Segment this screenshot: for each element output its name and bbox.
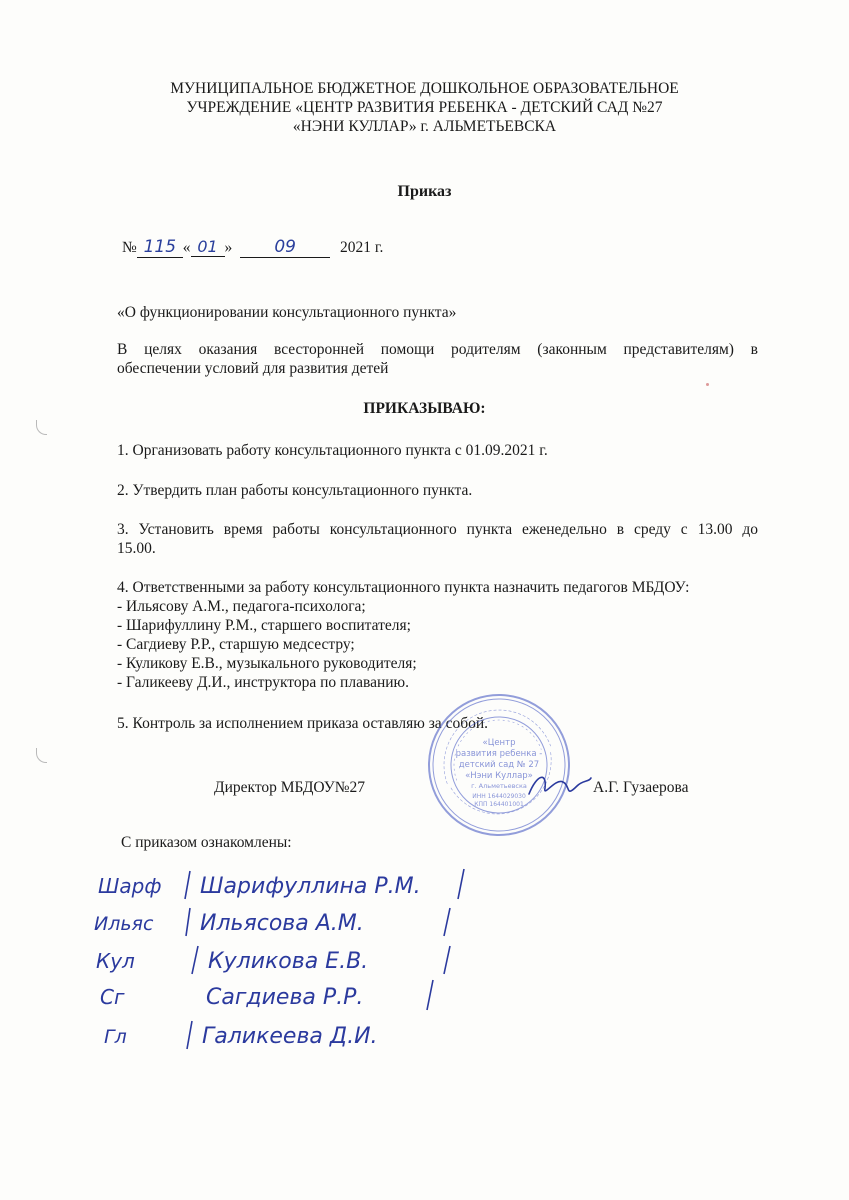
preamble-line-1: В целях оказания всесторонней помощи родителям (законным представителям) в	[117, 341, 758, 358]
binder-mark	[36, 420, 47, 435]
order-month: 09	[240, 238, 330, 258]
official-stamp	[424, 690, 574, 840]
stamp-center-line-4: «Нэни Куллар»	[465, 771, 533, 781]
item-2: 2. Утвердить план работы консультационного пункта.	[117, 482, 473, 499]
signature-fullname: Ильясова А.М.	[200, 911, 364, 936]
day-quote-open: «	[182, 239, 191, 256]
org-name-line-3: «НЭНИ КУЛЛАР» г. АЛЬМЕТЬЕВСКА	[292, 118, 557, 135]
acquainted-label: С приказом ознакомлены:	[121, 834, 292, 851]
signature-initials: Сг	[100, 985, 125, 1009]
signature-row	[88, 865, 488, 905]
signature-fullname: Сагдиева Р.Р.	[206, 985, 364, 1010]
order-keyword: ПРИКАЗЫВАЮ:	[363, 400, 486, 417]
preamble-line-2: обеспечении условий для развития детей	[117, 360, 389, 377]
stamp-center-line-1: «Центр	[482, 738, 516, 748]
stamp-center-line-2: развития ребенка -	[455, 749, 543, 759]
signature-row	[88, 978, 488, 1018]
signature-row	[88, 940, 488, 980]
signature-row	[88, 902, 488, 942]
org-name-line-2: УЧРЕЖДЕНИЕ «ЦЕНТР РАЗВИТИЯ РЕБЕНКА - ДЕТСКИЙ САД №27	[186, 99, 663, 116]
signature-initials: Кул	[96, 949, 135, 973]
signature-fullname: Галикеева Д.И.	[202, 1024, 378, 1049]
signature-fullname: Куликова Е.В.	[208, 949, 369, 974]
signature-initials: Ильяс	[94, 913, 154, 935]
document-title: Приказ	[397, 183, 452, 200]
item-4: 4. Ответственными за работу консультационного пункта назначить педагогов МБДОУ:	[117, 579, 690, 596]
order-year: 2021 г.	[340, 239, 384, 256]
responsible-person: - Сагдиеву Р.Р., старшую медсестру;	[117, 636, 355, 653]
item-1: 1. Организовать работу консультационного пункта с 01.09.2021 г.	[117, 442, 548, 459]
responsible-person: - Галикееву Д.И., инструктора по плаванию.	[117, 674, 409, 691]
paper-speck	[706, 383, 709, 386]
responsible-person: - Шарифуллину Р.М., старшего воспитателя;	[117, 617, 411, 634]
item-3-line-1: 3. Установить время работы консультационного пункта еженедельно в среду с 13.00 до	[117, 521, 758, 538]
order-number: 115	[137, 238, 183, 258]
org-name-line-1: МУНИЦИПАЛЬНОЕ БЮДЖЕТНОЕ ДОШКОЛЬНОЕ ОБРАЗОВАТЕЛЬНОЕ	[170, 80, 679, 97]
number-sign: №	[122, 239, 137, 256]
director-position: Директор МБДОУ№27	[214, 779, 366, 796]
signature-initials: Шарф	[98, 874, 162, 898]
stamp-inn: ИНН 1644029030	[472, 793, 526, 800]
order-number-date	[122, 237, 383, 258]
item-5: 5. Контроль за исполнением приказа оставляю за собой.	[117, 715, 489, 732]
stamp-center-line-5: г. Альметьевска	[471, 782, 527, 790]
binder-mark	[36, 748, 47, 763]
signature-initials: Гл	[104, 1026, 127, 1048]
order-day: 01	[191, 237, 225, 257]
signature-row	[88, 1015, 488, 1055]
item-3-line-2: 15.00.	[117, 540, 156, 557]
day-quote-close: »	[224, 239, 233, 256]
order-subject: «О функционировании консультационного пункта»	[117, 304, 457, 321]
director-name: А.Г. Гузаерова	[593, 779, 689, 796]
director-signature	[525, 768, 595, 802]
responsible-person: - Куликову Е.В., музыкального руководителя;	[117, 655, 417, 672]
stamp-kpp: КПП 164401001	[474, 801, 524, 808]
stamp-center-line-3: детский сад № 27	[458, 760, 540, 770]
signature-fullname: Шарифуллина Р.М.	[200, 874, 421, 899]
responsible-person: - Ильясову А.М., педагога-психолога;	[117, 598, 366, 615]
